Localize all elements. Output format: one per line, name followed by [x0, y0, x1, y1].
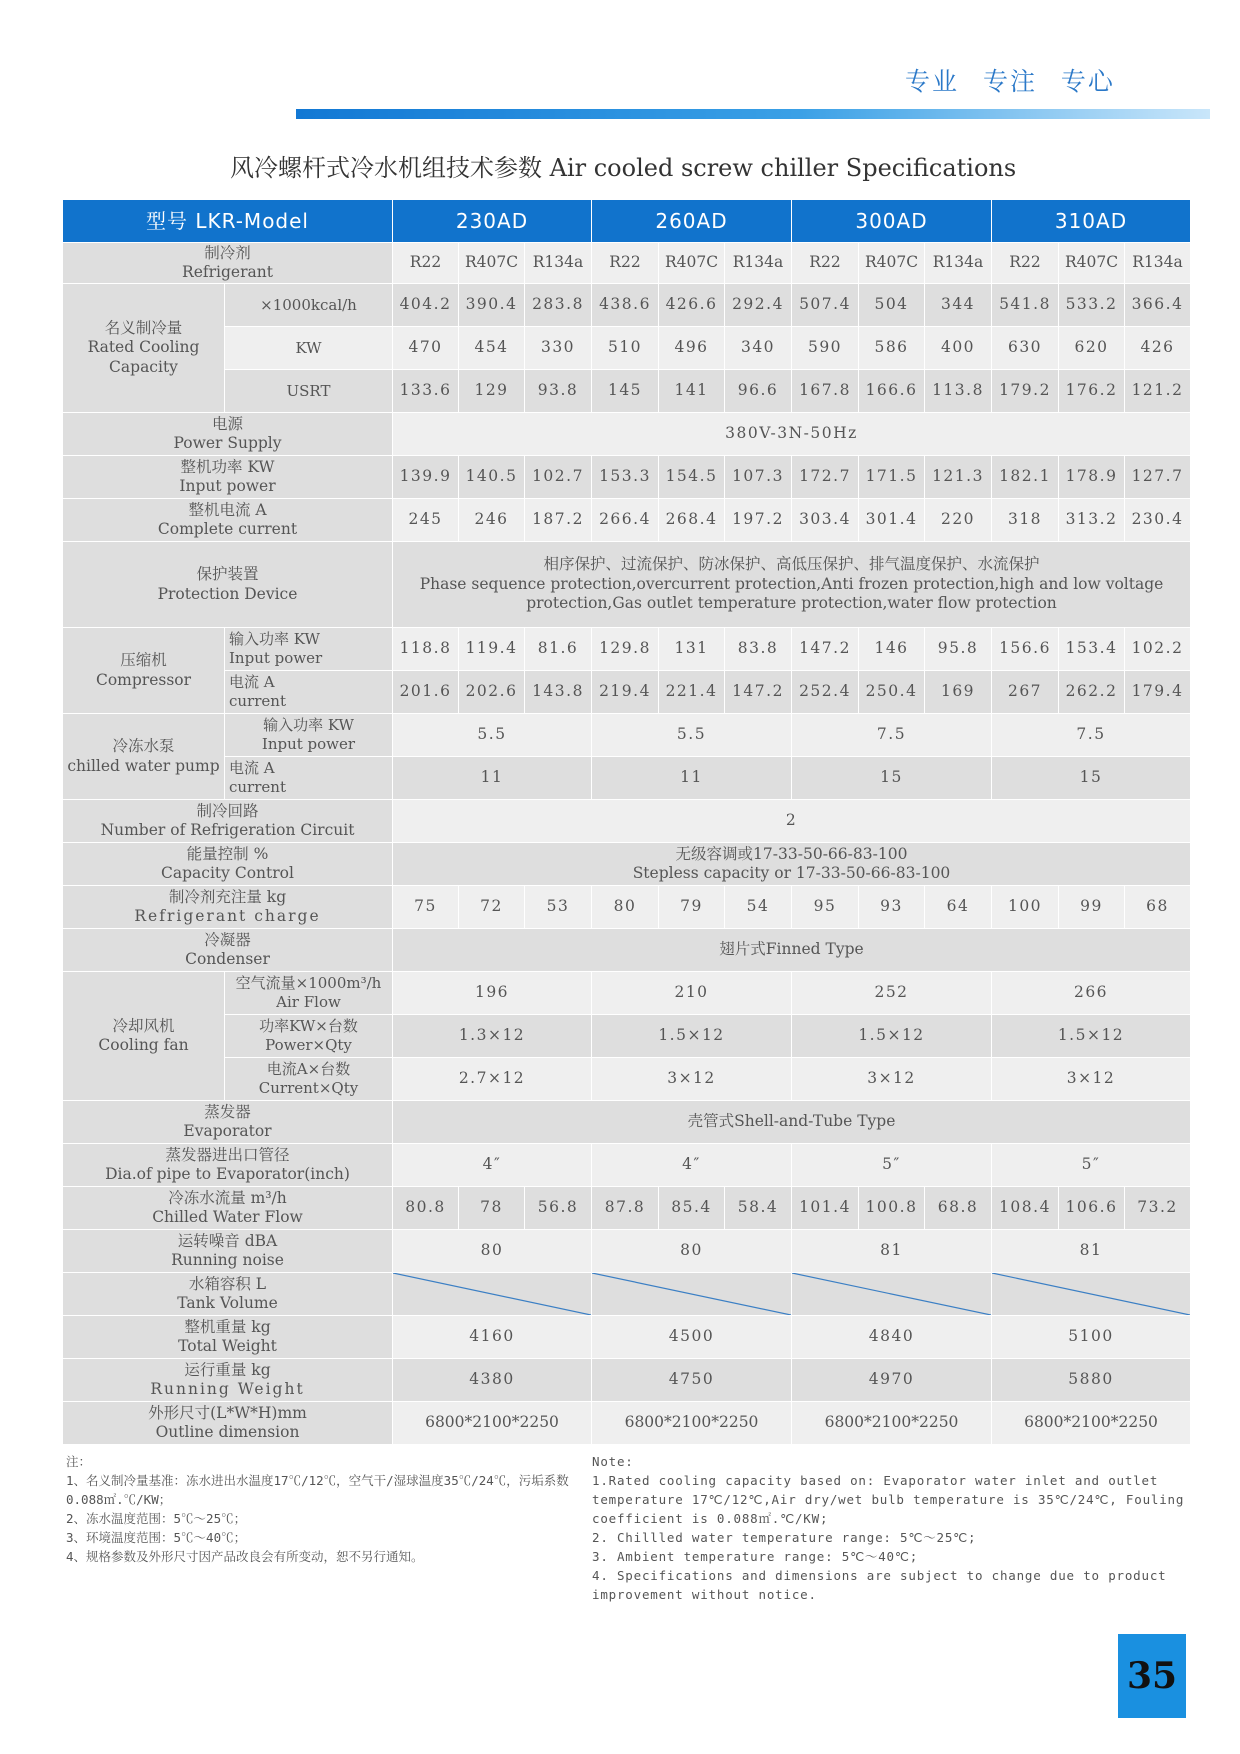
table-cell: 58.4	[725, 1187, 792, 1230]
row-label: 蒸发器 Evaporator	[63, 1101, 393, 1144]
condenser-row	[63, 929, 1191, 972]
table-cell: 113.8	[925, 370, 992, 413]
table-cell: 95.8	[925, 628, 992, 671]
table-cell: 121.3	[925, 456, 992, 499]
row-label: 制冷剂充注量 kg Refrigerant charge	[63, 886, 393, 929]
cooling-usrt-row	[63, 370, 1191, 413]
table-cell: 176.2	[1059, 370, 1125, 413]
table-cell: 219.4	[592, 671, 659, 714]
tank-row	[63, 1273, 1191, 1316]
table-cell: 99	[1059, 886, 1125, 929]
table-cell: 80.8	[393, 1187, 459, 1230]
header-gradient-bar	[296, 109, 1210, 119]
table-cell: 470	[393, 327, 459, 370]
table-cell: 507.4	[792, 284, 859, 327]
table-cell: 301.4	[859, 499, 925, 542]
compressor-power-row	[63, 628, 1191, 671]
table-cell: 6800*2100*2250	[393, 1402, 592, 1445]
table-cell: 221.4	[659, 671, 725, 714]
table-cell: 246	[459, 499, 525, 542]
table-cell: 3×12	[592, 1058, 792, 1101]
table-cell: 无级容调或17-33-50-66-83-100 Stepless capacity or 17-33-50-66-83-100	[393, 843, 1191, 886]
table-cell: 4840	[792, 1316, 992, 1359]
table-cell: 179.2	[992, 370, 1059, 413]
table-cell: 167.8	[792, 370, 859, 413]
table-cell: 153.4	[1059, 628, 1125, 671]
sub-label: 功率KW×台数 Power×Qty	[225, 1015, 393, 1058]
row-label: 整机功率 KW Input power	[63, 456, 393, 499]
table-cell: 156.6	[992, 628, 1059, 671]
table-cell: 404.2	[393, 284, 459, 327]
pump-power-row	[63, 714, 1191, 757]
table-cell: 153.3	[592, 456, 659, 499]
table-cell: 210	[592, 972, 792, 1015]
table-cell: 154.5	[659, 456, 725, 499]
table-cell: 11	[393, 757, 592, 800]
table-cell: 15	[992, 757, 1191, 800]
fan-airflow-row	[63, 972, 1191, 1015]
model-header: 260AD	[592, 200, 792, 243]
table-cell: 5.5	[592, 714, 792, 757]
table-cell: 93.8	[525, 370, 592, 413]
table-cell: 4160	[393, 1316, 592, 1359]
table-cell: 380V-3N-50Hz	[393, 413, 1191, 456]
note-line: Note:	[592, 1454, 634, 1469]
table-cell: 79	[659, 886, 725, 929]
evaporator-row	[63, 1101, 1191, 1144]
note-line: 4、规格参数及外形尺寸因产品改良会有所变动，恕不另行通知。	[66, 1549, 424, 1564]
table-cell: 140.5	[459, 456, 525, 499]
table-cell: 68	[1125, 886, 1191, 929]
empty-slash-cell	[992, 1273, 1191, 1316]
table-cell: 252.4	[792, 671, 859, 714]
compressor-current-row	[63, 671, 1191, 714]
note-line: 4. Specifications and dimensions are subject to change due to product improvement without notice.	[592, 1568, 1175, 1602]
table-cell: 80	[592, 886, 659, 929]
table-cell: 64	[925, 886, 992, 929]
table-cell: 182.1	[992, 456, 1059, 499]
sub-label: 电流 A current	[225, 757, 393, 800]
model-label: 型号 LKR-Model	[63, 200, 393, 243]
table-cell: 268.4	[659, 499, 725, 542]
table-cell: 106.6	[1059, 1187, 1125, 1230]
sub-label: 电流 A current	[225, 671, 393, 714]
row-label: 运转噪音 dBA Running noise	[63, 1230, 393, 1273]
table-cell: 220	[925, 499, 992, 542]
table-cell: 171.5	[859, 456, 925, 499]
table-cell: 166.6	[859, 370, 925, 413]
table-cell: 73.2	[1125, 1187, 1191, 1230]
table-cell: 95	[792, 886, 859, 929]
table-cell: 壳管式Shell-and-Tube Type	[393, 1101, 1191, 1144]
table-cell: R134a	[925, 243, 992, 284]
table-cell: 75	[393, 886, 459, 929]
table-cell: 1.5×12	[992, 1015, 1191, 1058]
note-line: 2、冻水温度范围：5℃～25℃；	[66, 1511, 247, 1526]
table-cell: 178.9	[1059, 456, 1125, 499]
table-cell: 118.8	[393, 628, 459, 671]
row-label: 压缩机 Compressor	[63, 628, 225, 714]
note-line: 3. Ambient temperature range: 5℃～40℃;	[592, 1549, 919, 1564]
table-cell: 54	[725, 886, 792, 929]
table-cell: 2.7×12	[393, 1058, 592, 1101]
table-cell: 5.5	[393, 714, 592, 757]
table-cell: 133.6	[393, 370, 459, 413]
refrigerant-row	[63, 243, 1191, 284]
table-cell: 533.2	[1059, 284, 1125, 327]
row-label: 蒸发器进出口管径 Dia.of pipe to Evaporator(inch)	[63, 1144, 393, 1187]
slogan: 专业 专注 专心	[905, 67, 1115, 96]
table-cell: 4″	[393, 1144, 592, 1187]
outline-row	[63, 1402, 1191, 1445]
sub-label: 空气流量×1000m³/h Air Flow	[225, 972, 393, 1015]
pipe-row	[63, 1144, 1191, 1187]
row-label: 冷冻水泵 chilled water pump	[63, 714, 225, 800]
table-cell: 318	[992, 499, 1059, 542]
charge-row	[63, 886, 1191, 929]
table-cell: 541.8	[992, 284, 1059, 327]
table-cell: 7.5	[992, 714, 1191, 757]
table-cell: R407C	[1059, 243, 1125, 284]
table-cell: 3×12	[992, 1058, 1191, 1101]
cooling-kw-row	[63, 327, 1191, 370]
row-label: 水箱容积 L Tank Volume	[63, 1273, 393, 1316]
table-cell: 146	[859, 628, 925, 671]
table-cell: 5880	[992, 1359, 1191, 1402]
row-label: 制冷回路 Number of Refrigeration Circuit	[63, 800, 393, 843]
row-label: 电源 Power Supply	[63, 413, 393, 456]
note-line: 注：	[66, 1454, 92, 1469]
cooling-kcal-row	[63, 284, 1191, 327]
fan-current-row	[63, 1058, 1191, 1101]
table-cell: 56.8	[525, 1187, 592, 1230]
table-cell: 6800*2100*2250	[992, 1402, 1191, 1445]
unit-label: ×1000kcal/h	[225, 284, 393, 327]
table-cell: 283.8	[525, 284, 592, 327]
table-cell: 504	[859, 284, 925, 327]
note-line: 3、环境温度范围：5℃～40℃；	[66, 1530, 247, 1545]
table-cell: 586	[859, 327, 925, 370]
table-cell: R407C	[659, 243, 725, 284]
note-line: 1、名义制冷量基准：冻水进出水温度17℃/12℃，空气干/湿球温度35℃/24℃，污垢系数0.088㎡.℃/KW；	[66, 1473, 569, 1507]
table-cell: R22	[992, 243, 1059, 284]
table-cell: 5″	[792, 1144, 992, 1187]
table-cell: R134a	[725, 243, 792, 284]
table-cell: 201.6	[393, 671, 459, 714]
page-title: 风冷螺杆式冷水机组技术参数 Air cooled screw chiller Specifications	[230, 154, 1017, 182]
table-cell: 169	[925, 671, 992, 714]
note-line: 1.Rated cooling capacity based on: Evaporator water inlet and outlet temperature 17℃/12℃,Air dry/wet bulb temperature is 35℃/24℃, Fouling coefficient is 0.088㎡.℃/KW;	[592, 1473, 1193, 1526]
total-weight-row	[63, 1316, 1191, 1359]
table-cell: 4500	[592, 1316, 792, 1359]
table-cell: 366.4	[1125, 284, 1191, 327]
table-cell: 630	[992, 327, 1059, 370]
unit-label: KW	[225, 327, 393, 370]
table-cell: R407C	[859, 243, 925, 284]
row-label: 名义制冷量 Rated Cooling Capacity	[63, 284, 225, 413]
table-cell: 179.4	[1125, 671, 1191, 714]
table-cell: 15	[792, 757, 992, 800]
table-cell: 147.2	[792, 628, 859, 671]
power-supply-row	[63, 413, 1191, 456]
table-cell: 252	[792, 972, 992, 1015]
water-flow-row	[63, 1187, 1191, 1230]
protection-cell: 相序保护、过流保护、防冰保护、高低压保护、排气温度保护、水流保护 Phase sequence protection,overcurrent protection,Anti frozen protection,high and low voltage protection,Gas outlet temperature protection,water flow protection	[393, 542, 1191, 628]
note-line: 2. Chillled water temperature range: 5℃～25℃;	[592, 1530, 977, 1545]
table-cell: 72	[459, 886, 525, 929]
table-cell: 147.2	[725, 671, 792, 714]
table-cell: 267	[992, 671, 1059, 714]
table-cell: 68.8	[925, 1187, 992, 1230]
model-header: 300AD	[792, 200, 992, 243]
row-label: 外形尺寸(L*W*H)mm Outline dimension	[63, 1402, 393, 1445]
table-cell: 6800*2100*2250	[792, 1402, 992, 1445]
table-cell: 400	[925, 327, 992, 370]
table-cell: 11	[592, 757, 792, 800]
table-cell: 390.4	[459, 284, 525, 327]
row-label: 保护装置 Protection Device	[63, 542, 393, 628]
table-cell: 139.9	[393, 456, 459, 499]
table-cell: R22	[592, 243, 659, 284]
table-cell: 81	[792, 1230, 992, 1273]
table-cell: 141	[659, 370, 725, 413]
table-cell: 2	[393, 800, 1191, 843]
table-cell: 590	[792, 327, 859, 370]
table-cell: 438.6	[592, 284, 659, 327]
table-cell: 81	[992, 1230, 1191, 1273]
table-cell: 93	[859, 886, 925, 929]
row-label: 运行重量 kg Running Weight	[63, 1359, 393, 1402]
table-cell: 78	[459, 1187, 525, 1230]
row-label: 冷凝器 Condenser	[63, 929, 393, 972]
sub-label: 电流A×台数 Current×Qty	[225, 1058, 393, 1101]
table-cell: 107.3	[725, 456, 792, 499]
table-cell: 496	[659, 327, 725, 370]
input-power-row	[63, 456, 1191, 499]
table-cell: 80	[393, 1230, 592, 1273]
table-cell: 81.6	[525, 628, 592, 671]
header-row	[63, 200, 1191, 243]
table-cell: 4″	[592, 1144, 792, 1187]
table-cell: 96.6	[725, 370, 792, 413]
table-cell: 262.2	[1059, 671, 1125, 714]
table-cell: 330	[525, 327, 592, 370]
table-cell: 196	[393, 972, 592, 1015]
noise-row	[63, 1230, 1191, 1273]
table-cell: 245	[393, 499, 459, 542]
table-cell: 7.5	[792, 714, 992, 757]
table-cell: 6800*2100*2250	[592, 1402, 792, 1445]
table-cell: 4380	[393, 1359, 592, 1402]
table-cell: 250.4	[859, 671, 925, 714]
fan-power-row	[63, 1015, 1191, 1058]
table-cell: 100.8	[859, 1187, 925, 1230]
row-label: 能量控制 % Capacity Control	[63, 843, 393, 886]
table-cell: 313.2	[1059, 499, 1125, 542]
row-label: 制冷剂 Refrigerant	[63, 243, 393, 284]
table-cell: 131	[659, 628, 725, 671]
model-header: 310AD	[992, 200, 1191, 243]
table-cell: R22	[792, 243, 859, 284]
complete-current-row	[63, 499, 1191, 542]
table-cell: 127.7	[1125, 456, 1191, 499]
table-cell: 4970	[792, 1359, 992, 1402]
notes-chinese	[66, 1452, 586, 1566]
table-cell: 83.8	[725, 628, 792, 671]
row-label: 冷却风机 Cooling fan	[63, 972, 225, 1101]
empty-slash-cell	[792, 1273, 992, 1316]
table-cell: 85.4	[659, 1187, 725, 1230]
table-cell: 620	[1059, 327, 1125, 370]
table-cell: R407C	[459, 243, 525, 284]
table-cell: 102.7	[525, 456, 592, 499]
table-cell: 5100	[992, 1316, 1191, 1359]
running-weight-row	[63, 1359, 1191, 1402]
sub-label: 输入功率 KW Input power	[225, 714, 393, 757]
table-cell: 121.2	[1125, 370, 1191, 413]
spec-table	[62, 199, 1191, 1445]
table-cell: 3×12	[792, 1058, 992, 1101]
table-cell: 202.6	[459, 671, 525, 714]
table-cell: R134a	[1125, 243, 1191, 284]
table-cell: 230.4	[1125, 499, 1191, 542]
table-cell: 187.2	[525, 499, 592, 542]
sub-label: 输入功率 KW Input power	[225, 628, 393, 671]
empty-slash-cell	[592, 1273, 792, 1316]
table-cell: 129.8	[592, 628, 659, 671]
page-number: 35	[1118, 1634, 1186, 1718]
unit-label: USRT	[225, 370, 393, 413]
table-cell: 1.5×12	[792, 1015, 992, 1058]
table-cell: 145	[592, 370, 659, 413]
table-cell: 129	[459, 370, 525, 413]
table-cell: 340	[725, 327, 792, 370]
table-cell: 426	[1125, 327, 1191, 370]
table-cell: 101.4	[792, 1187, 859, 1230]
model-header: 230AD	[393, 200, 592, 243]
table-cell: 344	[925, 284, 992, 327]
table-cell: 4750	[592, 1359, 792, 1402]
table-cell: 266	[992, 972, 1191, 1015]
circuit-row	[63, 800, 1191, 843]
table-cell: 266.4	[592, 499, 659, 542]
capacity-control-row	[63, 843, 1191, 886]
table-cell: R22	[393, 243, 459, 284]
table-cell: 119.4	[459, 628, 525, 671]
notes-english	[592, 1452, 1202, 1604]
table-cell: 426.6	[659, 284, 725, 327]
table-cell: 303.4	[792, 499, 859, 542]
table-cell: 翅片式Finned Type	[393, 929, 1191, 972]
table-cell: 172.7	[792, 456, 859, 499]
table-cell: 1.3×12	[393, 1015, 592, 1058]
table-cell: 454	[459, 327, 525, 370]
row-label: 冷冻水流量 m³/h Chilled Water Flow	[63, 1187, 393, 1230]
table-cell: R134a	[525, 243, 592, 284]
table-cell: 143.8	[525, 671, 592, 714]
table-cell: 510	[592, 327, 659, 370]
table-cell: 102.2	[1125, 628, 1191, 671]
table-cell: 53	[525, 886, 592, 929]
pump-current-row	[63, 757, 1191, 800]
row-label: 整机重量 kg Total Weight	[63, 1316, 393, 1359]
table-cell: 108.4	[992, 1187, 1059, 1230]
table-cell: 197.2	[725, 499, 792, 542]
table-cell: 5″	[992, 1144, 1191, 1187]
table-cell: 292.4	[725, 284, 792, 327]
protection-row	[63, 542, 1191, 628]
table-cell: 1.5×12	[592, 1015, 792, 1058]
table-cell: 87.8	[592, 1187, 659, 1230]
empty-slash-cell	[393, 1273, 592, 1316]
table-cell: 80	[592, 1230, 792, 1273]
row-label: 整机电流 A Complete current	[63, 499, 393, 542]
table-cell: 100	[992, 886, 1059, 929]
